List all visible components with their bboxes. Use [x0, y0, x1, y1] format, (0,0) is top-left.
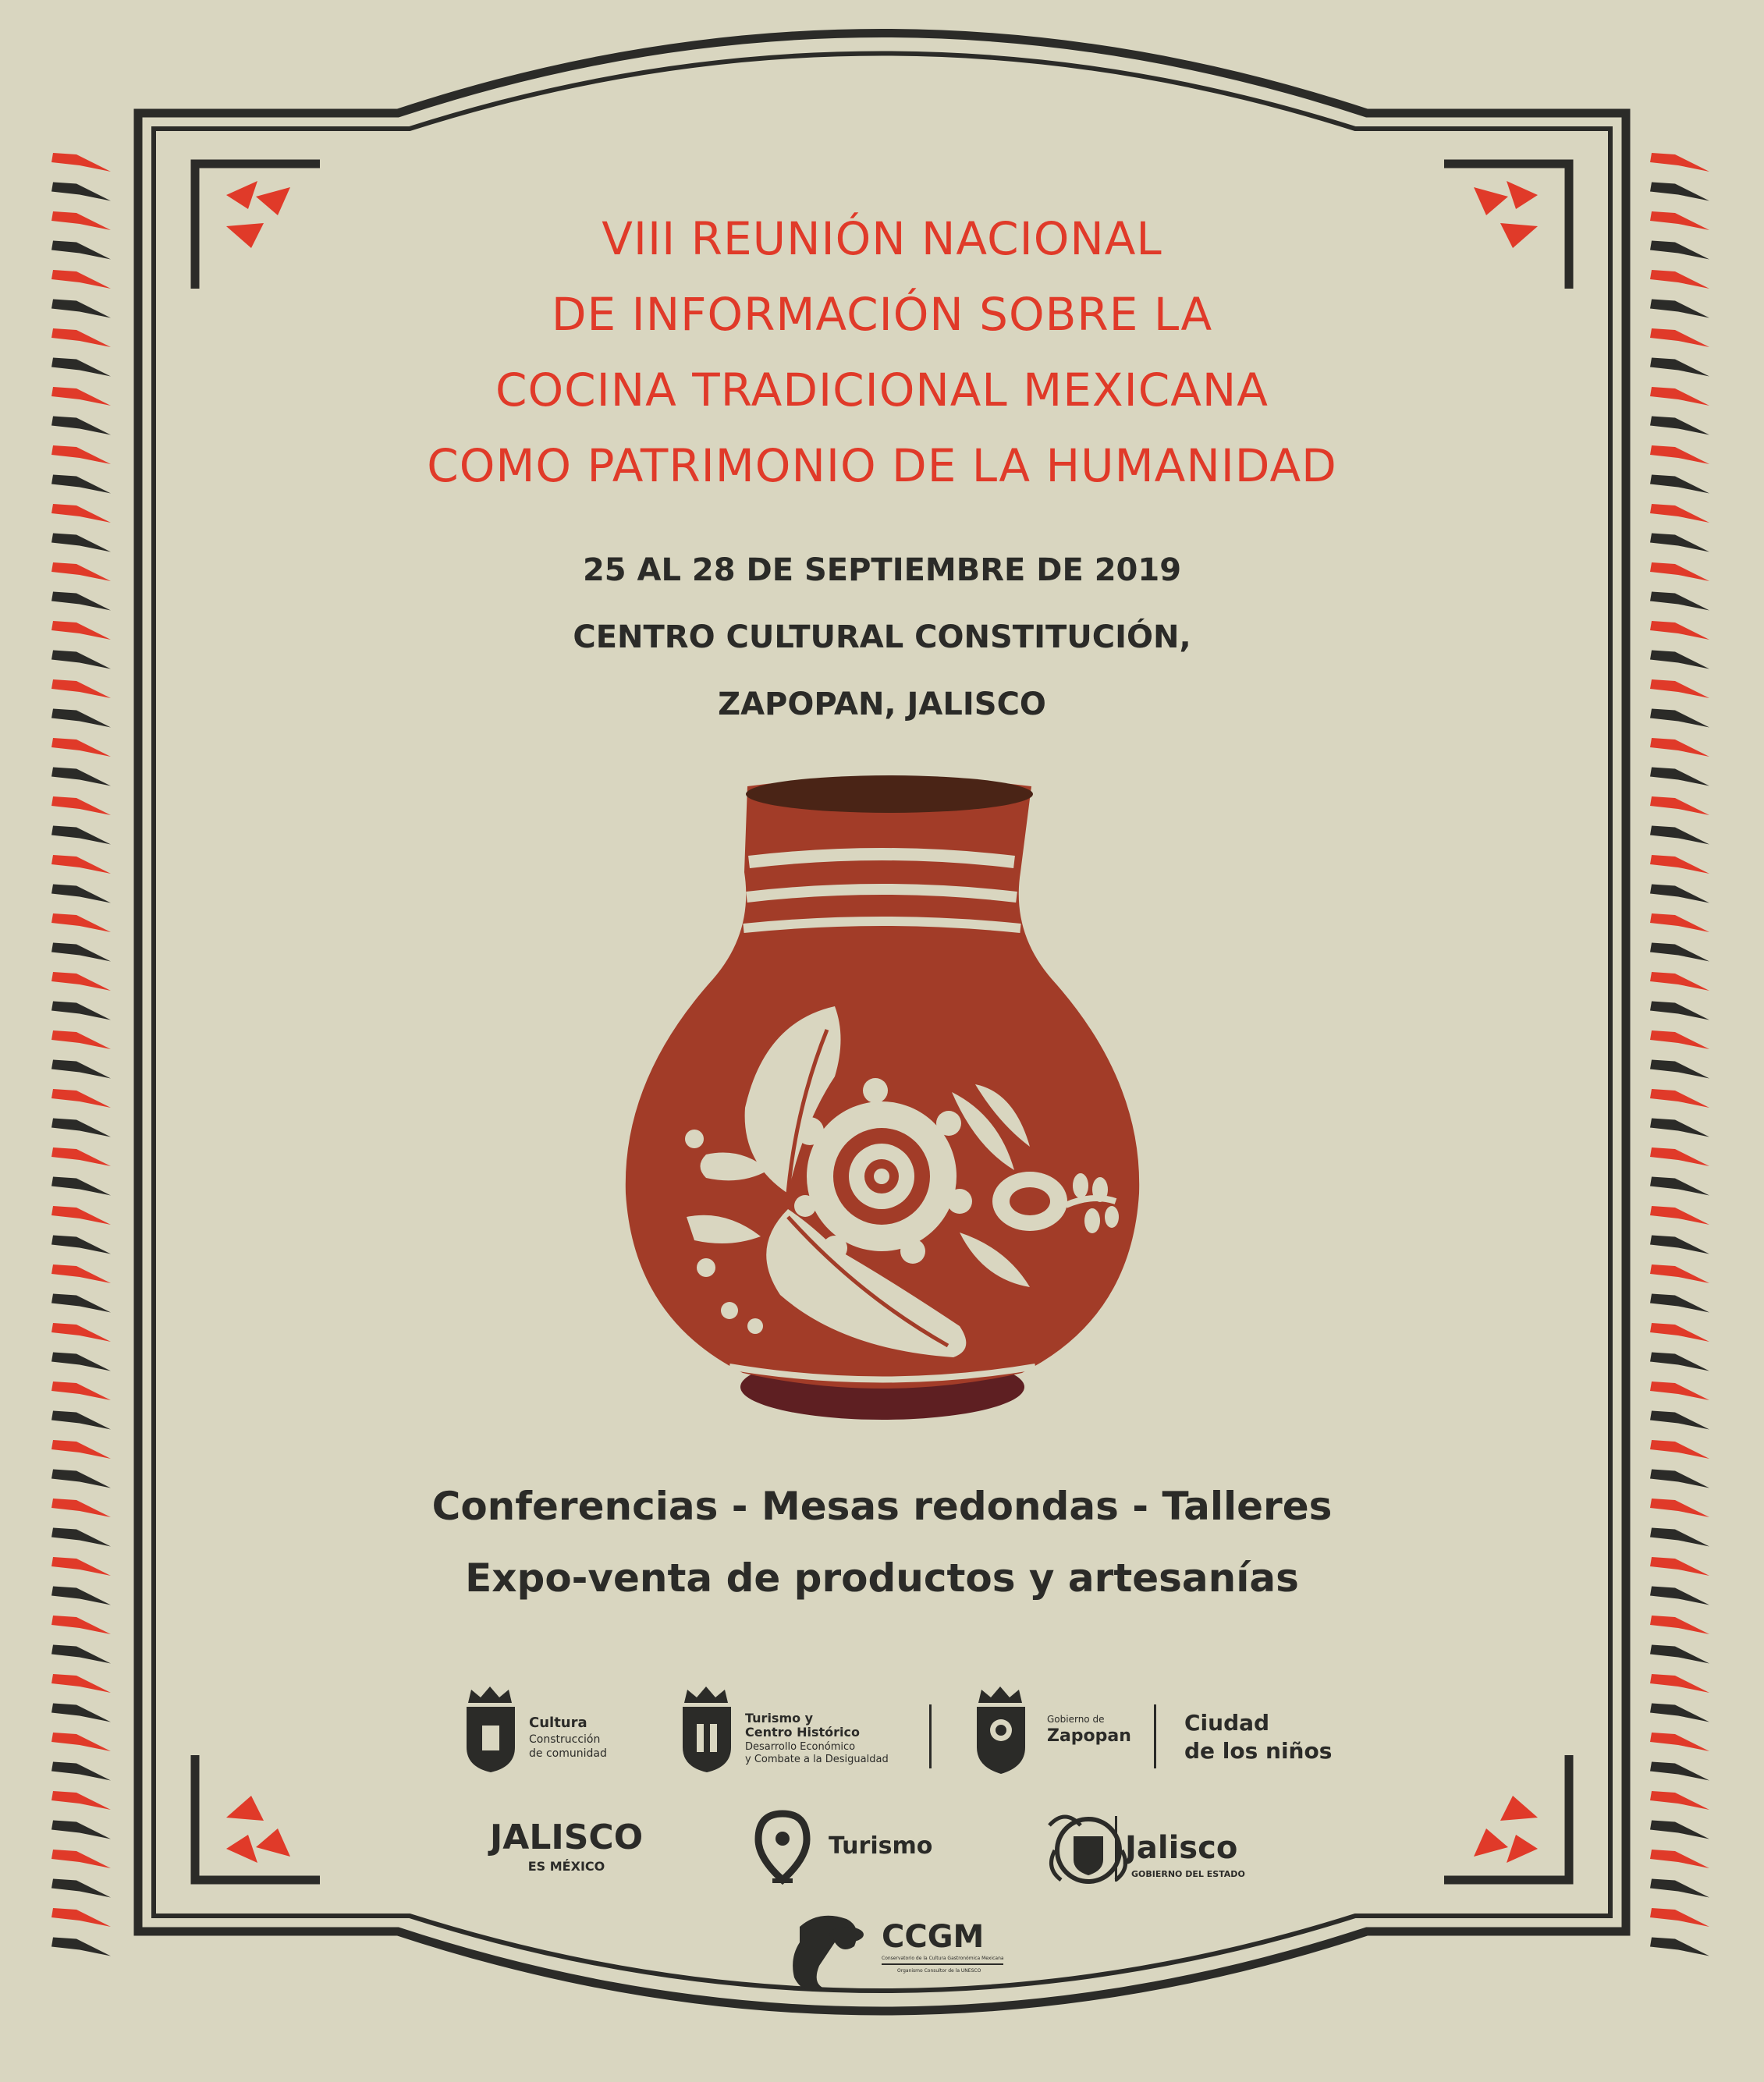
logo-turismo-title2: Centro Histórico	[745, 1725, 860, 1740]
logo-ciudad-line2: de los niños	[1184, 1738, 1333, 1764]
logo-cultura-line2: de comunidad	[529, 1747, 607, 1760]
logo-zapopan	[977, 1687, 1131, 1774]
logo-turismo-title1: Turismo y	[745, 1711, 814, 1726]
logo-ciudad-line1: Ciudad	[1184, 1710, 1270, 1736]
logo-ccgm-line2: Organismo Consultor de la UNESCO	[897, 1968, 981, 1974]
logo-ccgm	[793, 1916, 1004, 1992]
activities-line: Conferencias - Mesas redondas - Talleres	[431, 1484, 1333, 1529]
logo-cultura	[467, 1687, 607, 1772]
title-line: DE INFORMACIÓN SOBRE LA	[551, 288, 1213, 341]
logo-jalisco-es-mexico	[488, 1818, 643, 1874]
event-city: ZAPOPAN, JALISCO	[718, 686, 1046, 722]
logo-jalisco-gob-name: Jalisco	[1125, 1830, 1238, 1866]
logo-turismo-name: Turismo	[829, 1832, 933, 1860]
logo-jalisco-name: JALISCO	[489, 1818, 644, 1857]
logo-jalisco-sub: ES MÉXICO	[527, 1859, 605, 1874]
title-line: COMO PATRIMONIO DE LA HUMANIDAD	[427, 439, 1337, 492]
logo-ciudad-ninos	[1184, 1710, 1332, 1764]
event-venue: CENTRO CULTURAL CONSTITUCIÓN,	[573, 619, 1191, 655]
logo-turismo-centro	[683, 1687, 889, 1772]
logo-zapopan-name: Zapopan	[1047, 1726, 1131, 1746]
activities-line: Expo-venta de productos y artesanías	[465, 1555, 1299, 1601]
logo-ccgm-line1: Conservatorio de la Cultura Gastronómica Mexicana	[882, 1956, 1004, 1961]
logo-turismo-line2: y Combate a la Desigualdad	[745, 1754, 889, 1765]
title-line: COCINA TRADICIONAL MEXICANA	[495, 364, 1269, 417]
title-line: VIII REUNIÓN NACIONAL	[602, 212, 1162, 265]
logo-cultura-line1: Construcción	[529, 1733, 601, 1746]
logo-turismo-line1: Desarrollo Económico	[745, 1741, 856, 1753]
logo-ccgm-name: CCGM	[882, 1919, 985, 1955]
logo-jalisco-gob-sub: GOBIERNO DEL ESTADO	[1131, 1869, 1245, 1879]
logo-cultura-title: Cultura	[529, 1715, 587, 1731]
event-dates: 25 AL 28 DE SEPTIEMBRE DE 2019	[582, 552, 1182, 588]
logo-turismo	[758, 1814, 932, 1883]
logo-jalisco-gobierno	[1049, 1816, 1245, 1882]
logo-zapopan-small: Gobierno de	[1047, 1714, 1105, 1725]
